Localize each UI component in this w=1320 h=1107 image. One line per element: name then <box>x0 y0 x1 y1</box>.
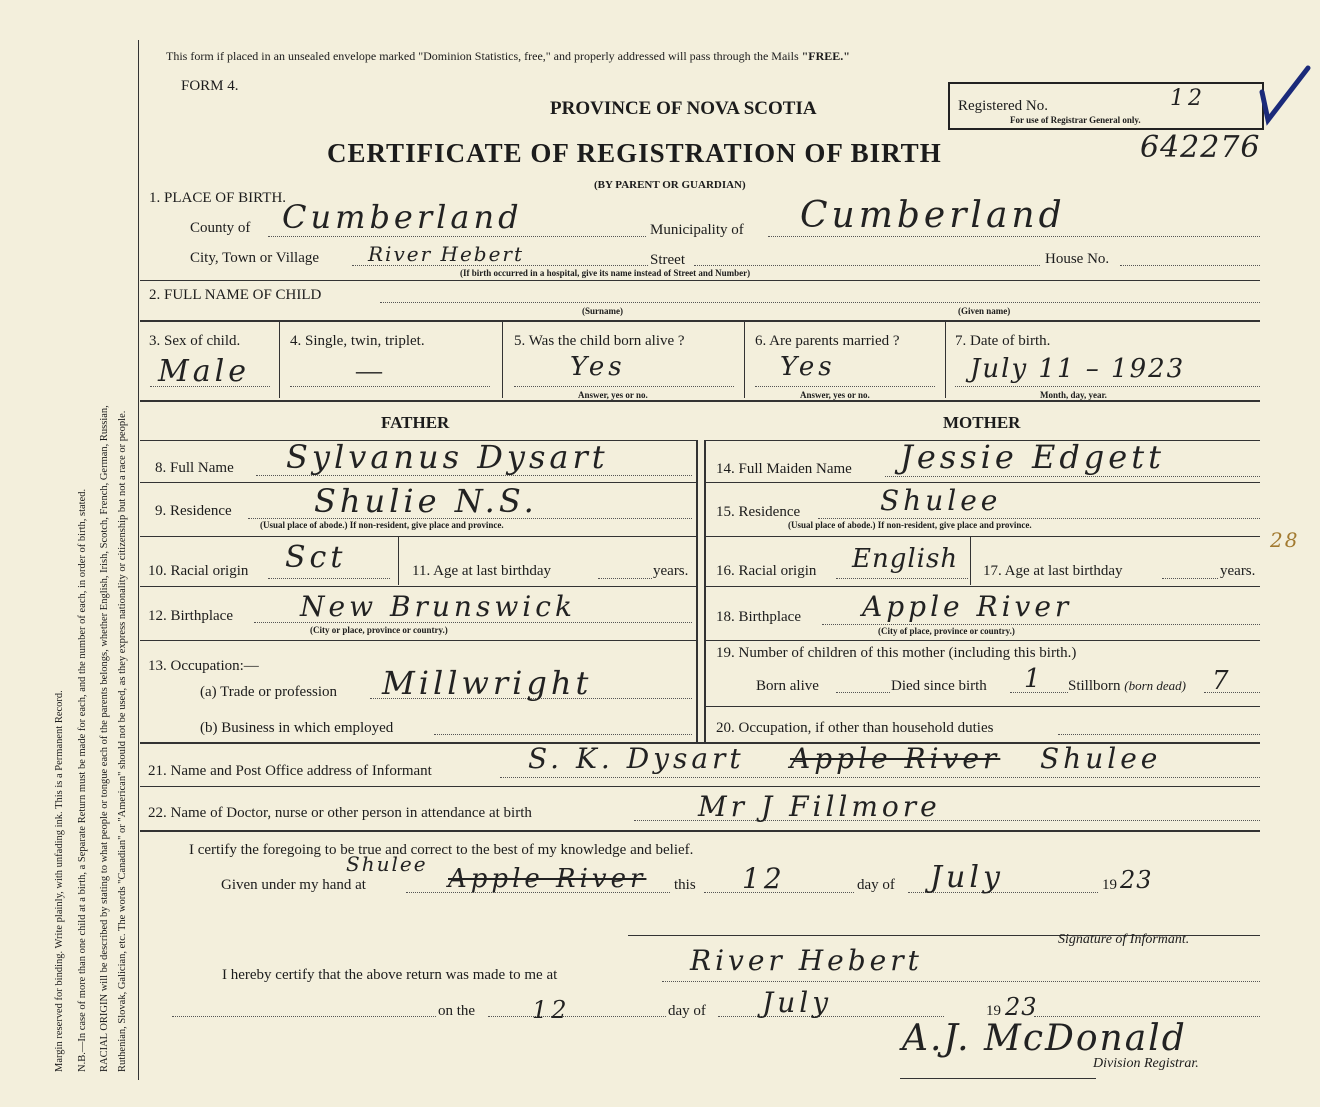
father-heading: FATHER <box>381 413 450 432</box>
divider <box>945 322 946 398</box>
registrar-day-of-label: day of <box>668 1003 706 1019</box>
city-label: City, Town or Village <box>190 250 320 266</box>
registered-value: 12 <box>1170 86 1206 111</box>
registrar-signature: A.J. McDonald <box>902 1018 1187 1059</box>
doctor-label: 22. Name of Doctor, nurse or other person in attendance at birth <box>148 805 532 821</box>
trade-label: (a) Trade or profession <box>200 684 338 700</box>
father-residence-label: 9. Residence <box>155 503 232 519</box>
divider <box>696 440 698 742</box>
hospital-note: (If birth occurred in a hospital, give its name instead of Street and Number) <box>460 268 751 278</box>
plurality-line <box>290 386 490 387</box>
born-alive-count-line <box>836 692 890 693</box>
informant-signature-label: Signature of Informant. <box>1058 932 1190 947</box>
divider <box>279 322 280 398</box>
mother-residence-line <box>818 518 1260 519</box>
children-count-label: 19. Number of children of this mother (including this birth.) <box>716 645 1077 661</box>
registered-label: Registered No. <box>958 98 1048 114</box>
registrar-place-line <box>662 981 1260 982</box>
rule <box>140 830 1260 832</box>
mother-race-value: English <box>852 544 959 574</box>
registration-number: 642276 <box>1140 130 1261 165</box>
county-value: Cumberland <box>282 198 523 236</box>
year-prefix: 19 <box>1102 877 1117 893</box>
mother-birthplace-note: (City of place, province or country.) <box>878 626 1015 636</box>
mother-abode-note: (Usual place of abode.) If non-resident, give place and province. <box>788 520 1032 530</box>
mother-name-line <box>885 476 1260 477</box>
on-line <box>172 1016 436 1017</box>
stillborn-label: Stillborn (born dead) <box>1068 678 1187 694</box>
sex-value: Male <box>158 354 250 389</box>
registrar-title: Division Registrar. <box>1093 1056 1199 1071</box>
given-year-value: 23 <box>1120 866 1153 894</box>
municipality-label: Municipality of <box>650 222 744 238</box>
sex-label: 3. Sex of child. <box>149 333 241 349</box>
dob-label: 7. Date of birth. <box>955 333 1051 349</box>
plurality-value: — <box>356 356 382 385</box>
rule <box>706 640 1260 641</box>
child-name-line <box>380 302 1260 303</box>
registrar-signature-line <box>900 1078 1096 1079</box>
mother-heading: MOTHER <box>943 413 1021 432</box>
registrar-year-prefix: 19 <box>986 1003 1001 1019</box>
margin-instructions-2: N.B.—In case of more than one child at a birth, a Separate Return must be made for each, and the number of each, in order of birth, stated. <box>77 488 88 1072</box>
rule <box>140 640 696 641</box>
registrar-place-value: River Hebert <box>690 944 923 977</box>
given-month-value: July <box>930 860 1004 895</box>
registrar-statement: I hereby certify that the above return was made to me at <box>222 967 558 983</box>
informant-place-value: Shulee <box>1040 742 1162 775</box>
place-heading: 1. PLACE OF BIRTH. <box>149 190 287 206</box>
informant-name-value: S. K. Dysart <box>528 742 745 775</box>
rule <box>706 706 1260 707</box>
registrar-year-line <box>1034 1016 1260 1017</box>
margin-rule <box>138 40 139 1080</box>
born-alive-value: Yes <box>570 352 626 382</box>
registrar-year-value: 23 <box>1005 993 1038 1021</box>
check-mark-icon <box>1258 64 1313 132</box>
margin-instructions-3: RACIAL ORIGIN will be described by stating to what people or tongue each of the parents belongs, whether English, Irish, Scotch, French, German, Russian, <box>99 405 110 1072</box>
father-birthplace-note: (City or place, province or country.) <box>310 625 448 635</box>
informant-struck-value: Apple River <box>790 742 1001 775</box>
mother-birthplace-label: 18. Birthplace <box>716 609 801 625</box>
house-line <box>1120 265 1260 266</box>
died-label: Died since birth <box>891 678 987 694</box>
rule <box>140 586 696 587</box>
county-label: County of <box>190 220 251 236</box>
divider <box>704 440 706 742</box>
doctor-value: Mr J Fillmore <box>698 790 941 823</box>
rule <box>140 320 1260 322</box>
registered-note: For use of Registrar General only. <box>1010 115 1141 125</box>
father-age-line <box>598 578 652 579</box>
mother-residence-value: Shulee <box>880 484 1002 517</box>
born-alive-count-label: Born alive <box>756 678 819 694</box>
city-value: River Hebert <box>368 242 525 266</box>
street-label: Street <box>650 252 685 268</box>
rule <box>706 536 1260 537</box>
dob-line <box>955 386 1260 387</box>
margin-note: 28 <box>1270 528 1300 552</box>
given-day-value: 12 <box>742 862 786 895</box>
father-abode-note: (Usual place of abode.) If non-resident, give place and province. <box>260 520 504 530</box>
municipality-value: Cumberland <box>800 195 1066 236</box>
occupation-label: 13. Occupation:— <box>148 658 259 674</box>
mother-age-line <box>1162 578 1218 579</box>
business-label: (b) Business in which employed <box>200 720 394 736</box>
father-birthplace-value: New Brunswick <box>300 590 576 623</box>
child-name-label: 2. FULL NAME OF CHILD <box>149 287 322 303</box>
registrar-day-value: 12 <box>532 996 571 1024</box>
dob-note: Month, day, year. <box>1040 390 1107 400</box>
rule <box>140 400 1260 402</box>
mother-occupation-label: 20. Occupation, if other than household duties <box>716 720 994 736</box>
page-subtitle: (BY PARENT OR GUARDIAN) <box>594 179 746 191</box>
answer-note: Answer, yes or no. <box>800 390 870 400</box>
father-race-line <box>268 578 390 579</box>
mother-name-value: Jessie Edgett <box>900 438 1165 476</box>
county-line <box>268 236 646 237</box>
mother-birthplace-line <box>822 624 1260 625</box>
divider <box>744 322 745 398</box>
day-of-label: day of <box>857 877 895 893</box>
given-place-struck: Apple River <box>448 864 647 894</box>
province-heading: PROVINCE OF NOVA SCOTIA <box>550 98 817 119</box>
page-title: CERTIFICATE OF REGISTRATION OF BIRTH <box>327 138 942 168</box>
father-birthplace-label: 12. Birthplace <box>148 608 233 624</box>
dob-value: July 11 – 1923 <box>970 354 1186 384</box>
divider <box>970 537 971 585</box>
father-race-value: Sct <box>285 540 347 575</box>
registrar-month-value: July <box>762 986 833 1019</box>
rule <box>706 482 1260 483</box>
given-name-note: (Given name) <box>958 306 1011 316</box>
registered-number-box <box>948 82 1264 130</box>
father-age-unit: years. <box>653 563 689 579</box>
plurality-label: 4. Single, twin, triplet. <box>290 333 425 349</box>
certify-statement: I certify the foregoing to be true and correct to the best of my knowledge and belief. <box>189 842 694 858</box>
margin-instructions-1: Margin reserved for binding. Write plainly, with unfading ink. This is a Permanent Record. <box>54 690 65 1072</box>
mother-race-line <box>836 578 968 579</box>
father-age-label: 11. Age at last birthday <box>412 563 551 579</box>
mother-name-label: 14. Full Maiden Name <box>716 461 852 477</box>
rule <box>140 786 1260 787</box>
informant-label: 21. Name and Post Office address of Informant <box>148 763 432 779</box>
born-alive-label: 5. Was the child born alive ? <box>514 333 685 349</box>
parents-married-line <box>755 386 935 387</box>
given-under-label: Given under my hand at <box>221 877 366 893</box>
parents-married-value: Yes <box>780 352 836 382</box>
rule <box>140 536 696 537</box>
this-label: this <box>674 877 696 893</box>
stillborn-value: 7 <box>1212 666 1233 696</box>
mother-occupation-line <box>1058 734 1260 735</box>
surname-note: (Surname) <box>582 306 623 316</box>
municipality-line <box>768 236 1260 237</box>
father-name-value: Sylvanus Dysart <box>286 438 609 476</box>
father-race-label: 10. Racial origin <box>148 563 249 579</box>
mother-age-label: 17. Age at last birthday <box>983 563 1123 579</box>
rule <box>706 586 1260 587</box>
registrar-day-line <box>488 1016 666 1017</box>
mother-birthplace-value: Apple River <box>862 590 1073 623</box>
informant-line <box>500 777 1260 778</box>
died-value: 1 <box>1024 664 1045 694</box>
binding-margin <box>0 0 140 1107</box>
mother-race-label: 16. Racial origin <box>716 563 817 579</box>
born-alive-line <box>514 386 734 387</box>
street-line <box>694 265 1040 266</box>
rule <box>140 280 1260 281</box>
on-the-label: on the <box>438 1003 476 1019</box>
business-line <box>434 734 692 735</box>
divider <box>502 322 503 398</box>
form-number: FORM 4. <box>181 78 239 94</box>
divider <box>398 537 399 585</box>
house-label: House No. <box>1045 251 1110 267</box>
father-residence-value: Shulie N.S. <box>314 482 538 520</box>
mother-residence-label: 15. Residence <box>716 504 801 520</box>
sex-line <box>150 386 270 387</box>
given-place-inserted: Shulee <box>346 852 428 876</box>
mother-age-unit: years. <box>1220 563 1256 579</box>
answer-note: Answer, yes or no. <box>578 390 648 400</box>
father-name-label: 8. Full Name <box>155 460 234 476</box>
margin-instructions-4: Ruthenian, Slovak, Galician, etc. The words "Canadian" or "American" should not be used, as they express nationality or citizenship but not a race or people. <box>117 410 128 1072</box>
mail-notice: This form if placed in an unsealed envelope marked "Dominion Statistics, free," and properly addressed will pass through the Mails "FREE." <box>166 49 850 63</box>
parents-married-label: 6. Are parents married ? <box>755 333 900 349</box>
trade-value: Millwright <box>382 664 593 702</box>
